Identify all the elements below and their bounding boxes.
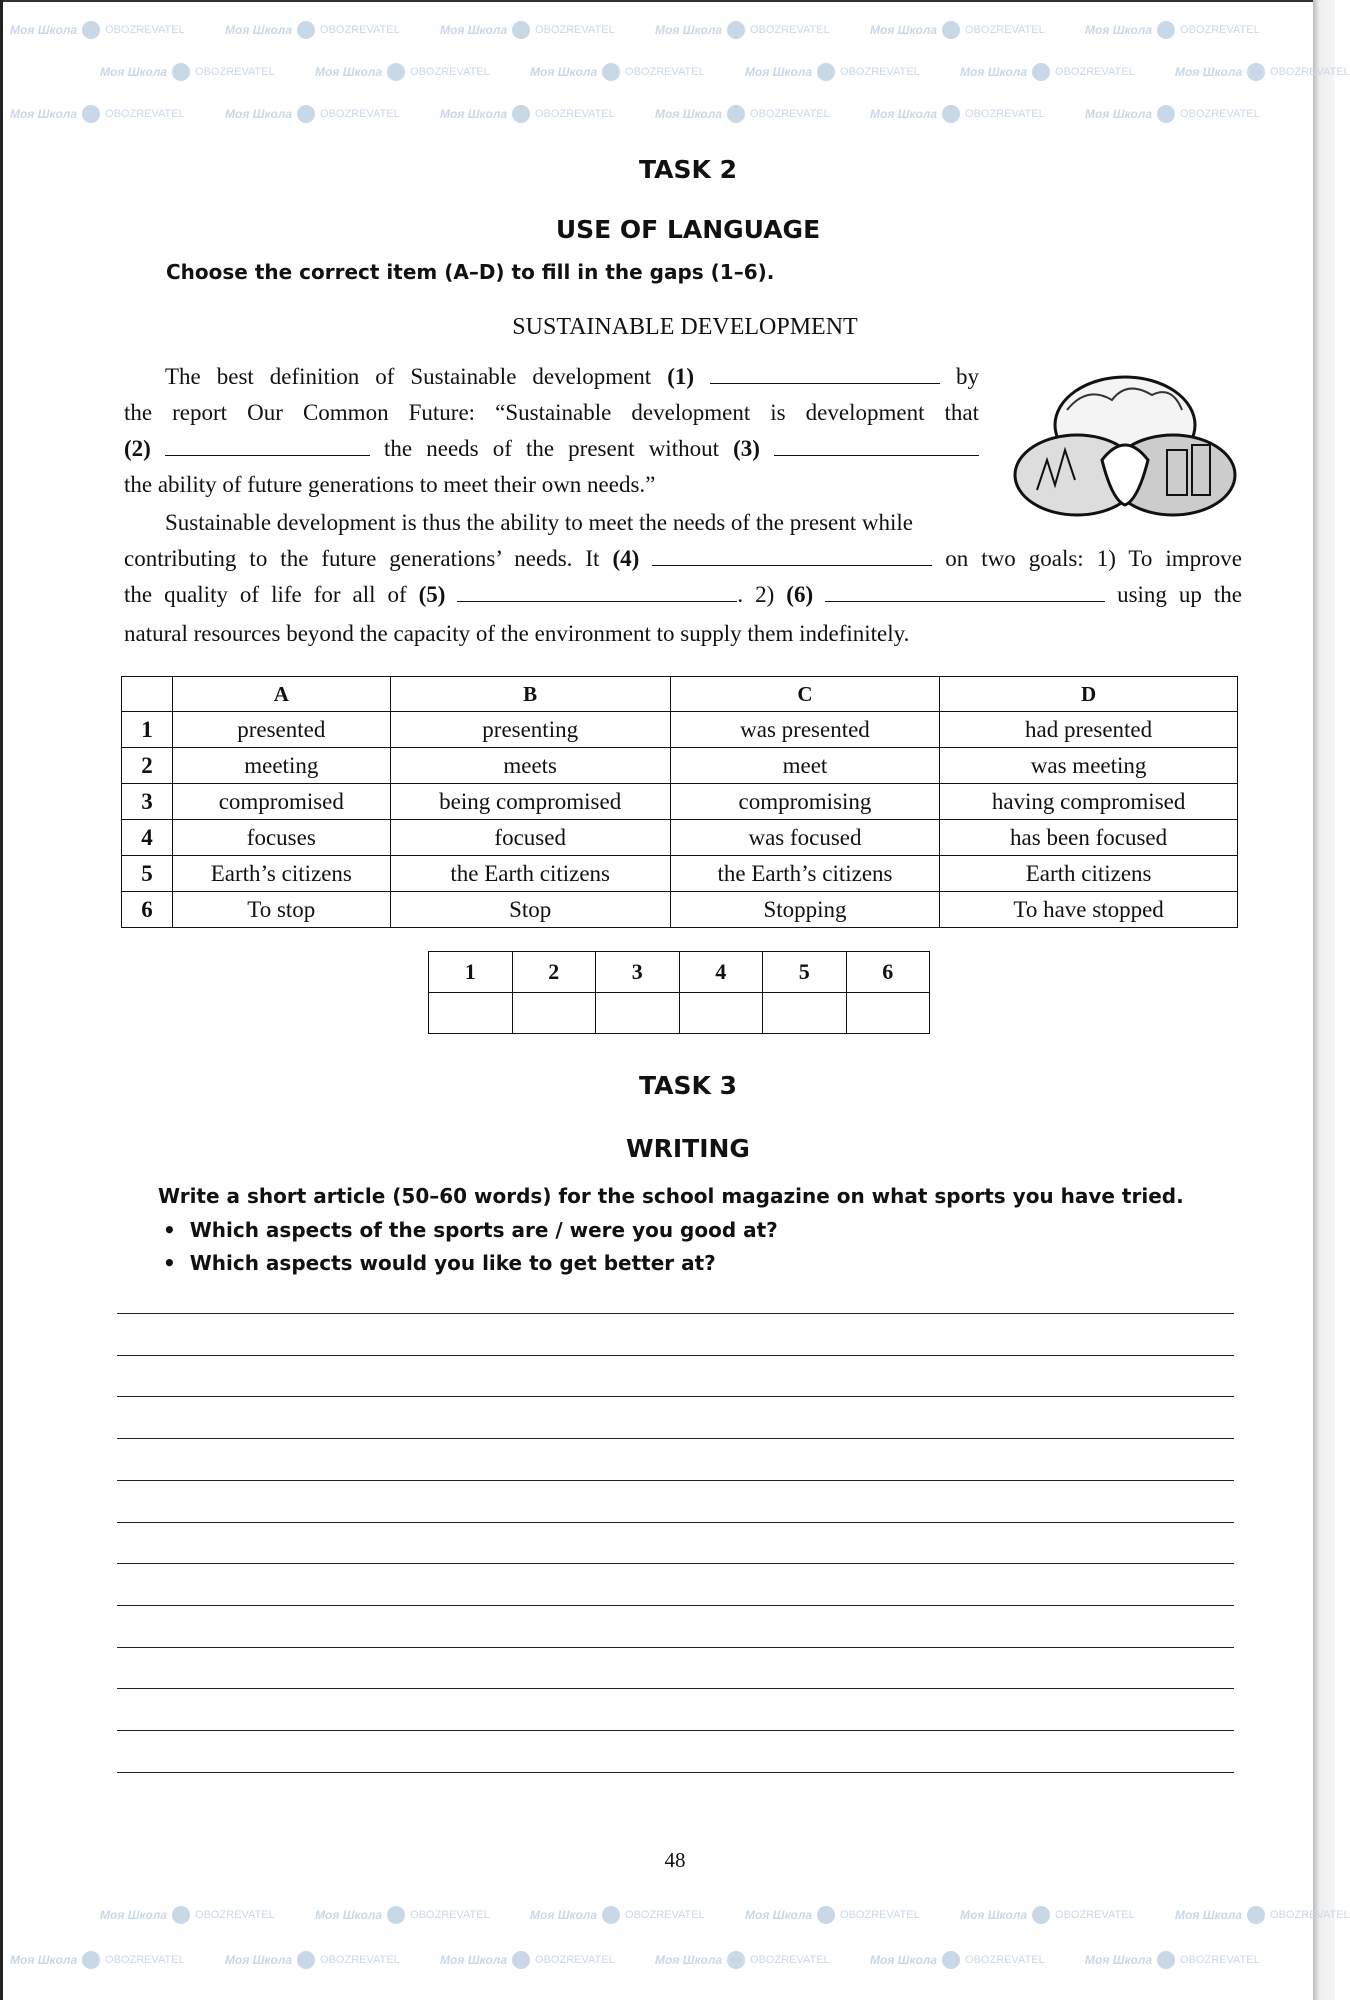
watermark: Моя Школа OBOZREVATEL [1085, 23, 1260, 37]
option-cell[interactable]: having compromised [940, 784, 1238, 820]
table-row [122, 856, 1238, 892]
passage-text: by [956, 364, 980, 389]
watermark-logo-icon [172, 1906, 190, 1924]
writing-line[interactable] [117, 1396, 1234, 1397]
answer-number: 1 [429, 952, 513, 993]
task3-title: TASK 3 [639, 1071, 737, 1100]
watermark-logo-icon [727, 105, 745, 123]
gap-label: (5) [418, 582, 446, 607]
writing-line[interactable] [117, 1730, 1234, 1731]
passage-text: Sustainable development is thus the ability to meet the needs of the present while [165, 510, 913, 535]
watermark: Моя Школа OBOZREVATEL [10, 1953, 185, 1967]
watermark-logo-icon [727, 1951, 745, 1969]
watermark: Моя Школа OBOZREVATEL [440, 1953, 615, 1967]
passage-text: natural resources beyond the capacity of the environment to supply them indefinitely. [124, 621, 910, 646]
watermark-logo-icon [82, 21, 100, 39]
column-header: D [940, 677, 1238, 712]
answer-box[interactable] [512, 993, 596, 1034]
watermark-logo-icon [817, 1906, 835, 1924]
answer-box[interactable] [846, 993, 930, 1034]
table-row [122, 820, 1238, 856]
watermark: Моя Школа OBOZREVATEL [655, 23, 830, 37]
option-cell[interactable]: Earth citizens [940, 856, 1238, 892]
watermark-logo-icon [512, 21, 530, 39]
watermark: Моя Школа OBOZREVATEL [225, 23, 400, 37]
task3-subtitle: WRITING [626, 1134, 750, 1163]
answer-number: 4 [679, 952, 763, 993]
bullet-text: Which aspects would you like to get better at? [189, 1251, 716, 1275]
option-cell[interactable]: has been focused [940, 820, 1238, 856]
watermark: Моя Школа OBOZREVATEL [1175, 65, 1350, 79]
passage-text: on two goals: 1) To improve [945, 546, 1243, 571]
watermark-logo-icon [1032, 63, 1050, 81]
gap-1-blank[interactable] [710, 363, 940, 384]
answer-grid [428, 951, 930, 1034]
passage-text: the ability of future generations to meet their own needs.” [124, 472, 656, 497]
watermark-logo-icon [727, 21, 745, 39]
column-header: B [390, 677, 670, 712]
task2-instruction: Choose the correct item (A–D) to fill in the gaps (1–6). [166, 260, 775, 284]
watermark: Моя Школа OBOZREVATEL [315, 65, 490, 79]
watermark: Моя Школа OBOZREVATEL [745, 1908, 920, 1922]
writing-line[interactable] [117, 1313, 1234, 1314]
watermark: Моя Школа OBOZREVATEL [960, 65, 1135, 79]
table-row [122, 892, 1238, 928]
watermark-logo-icon [297, 21, 315, 39]
watermark: Моя Школа OBOZREVATEL [225, 1953, 400, 1967]
page-edge-left [0, 0, 3, 2000]
answer-box[interactable] [763, 993, 847, 1034]
option-cell[interactable]: was presented [670, 712, 939, 748]
watermark: Моя Школа OBOZREVATEL [10, 23, 185, 37]
writing-line[interactable] [117, 1522, 1234, 1523]
gap-label: (4) [612, 546, 640, 571]
page-edge-top [0, 0, 1313, 2]
answer-number: 2 [512, 952, 596, 993]
gap-label: (1) [667, 364, 695, 389]
watermark: Моя Школа OBOZREVATEL [225, 107, 400, 121]
option-cell[interactable]: the Earth citizens [390, 856, 670, 892]
page-edge-right [1313, 0, 1335, 2000]
option-cell[interactable]: Stop [390, 892, 670, 928]
passage-title: SUSTAINABLE DEVELOPMENT [512, 314, 858, 340]
watermark: Моя Школа OBOZREVATEL [440, 23, 615, 37]
watermark-logo-icon [942, 21, 960, 39]
writing-line[interactable] [117, 1772, 1234, 1773]
watermark-logo-icon [172, 63, 190, 81]
watermark-logo-icon [602, 1906, 620, 1924]
watermark-logo-icon [942, 1951, 960, 1969]
options-table [121, 676, 1238, 928]
watermark: Моя Школа OBOZREVATEL [870, 23, 1045, 37]
column-header: A [173, 677, 391, 712]
sustainability-illustration [1007, 370, 1243, 525]
option-cell[interactable]: Stopping [670, 892, 939, 928]
row-number: 2 [122, 748, 173, 784]
option-cell[interactable]: presenting [390, 712, 670, 748]
option-cell[interactable]: To have stopped [940, 892, 1238, 928]
watermark-logo-icon [1032, 1906, 1050, 1924]
watermark: Моя Школа OBOZREVATEL [1085, 107, 1260, 121]
bullet-2: • Which aspects would you like to get better at? [163, 1251, 716, 1275]
watermark: Моя Школа OBOZREVATEL [1175, 1908, 1350, 1922]
option-cell[interactable]: being compromised [390, 784, 670, 820]
writing-line[interactable] [117, 1480, 1234, 1481]
watermark-logo-icon [1157, 105, 1175, 123]
table-row [122, 748, 1238, 784]
watermark-logo-icon [602, 63, 620, 81]
task2-title: TASK 2 [639, 155, 737, 184]
row-number: 4 [122, 820, 173, 856]
writing-line[interactable] [117, 1688, 1234, 1689]
gap-label: (2) [124, 436, 151, 461]
watermark-logo-icon [1247, 1906, 1265, 1924]
gap-4-blank[interactable] [652, 545, 932, 566]
option-cell[interactable]: compromising [670, 784, 939, 820]
gap-label: (3) [733, 436, 760, 461]
column-header [122, 677, 173, 712]
option-cell[interactable]: focused [390, 820, 670, 856]
watermark: Моя Школа OBOZREVATEL [100, 1908, 275, 1922]
watermark: Моя Школа OBOZREVATEL [530, 65, 705, 79]
watermark: Моя Школа OBOZREVATEL [1085, 1953, 1260, 1967]
watermark-logo-icon [817, 63, 835, 81]
option-cell[interactable]: focuses [173, 820, 391, 856]
row-number: 3 [122, 784, 173, 820]
option-cell[interactable]: To stop [173, 892, 391, 928]
answer-box[interactable] [679, 993, 763, 1034]
watermark: Моя Школа OBOZREVATEL [315, 1908, 490, 1922]
row-number: 6 [122, 892, 173, 928]
watermark-logo-icon [82, 105, 100, 123]
option-cell[interactable]: compromised [173, 784, 391, 820]
option-cell[interactable]: presented [173, 712, 391, 748]
row-number: 5 [122, 856, 173, 892]
task3-instruction: Write a short article (50–60 words) for the school magazine on what sports you have tried. [158, 1184, 1184, 1208]
watermark-logo-icon [1247, 63, 1265, 81]
task2-subtitle: USE OF LANGUAGE [555, 215, 821, 244]
table-row [122, 712, 1238, 748]
passage-text: contributing to the future generations’ needs. It [124, 546, 600, 571]
watermark-logo-icon [297, 1951, 315, 1969]
answer-box[interactable] [596, 993, 680, 1034]
passage-text: The best definition of Sustainable development [165, 364, 652, 389]
option-cell[interactable]: Earth’s citizens [173, 856, 391, 892]
passage-text: the quality of life for all of [124, 582, 407, 607]
watermark: Моя Школа OBOZREVATEL [655, 107, 830, 121]
column-header: C [670, 677, 939, 712]
answer-number: 6 [846, 952, 930, 993]
watermark: Моя Школа OBOZREVATEL [870, 1953, 1045, 1967]
row-number: 1 [122, 712, 173, 748]
watermark-logo-icon [512, 1951, 530, 1969]
watermark-logo-icon [942, 105, 960, 123]
writing-line[interactable] [117, 1438, 1234, 1439]
passage-text: using up the [1117, 582, 1242, 607]
watermark: Моя Школа OBOZREVATEL [100, 65, 275, 79]
watermark: Моя Школа OBOZREVATEL [960, 1908, 1135, 1922]
watermark-logo-icon [1157, 21, 1175, 39]
table-row [122, 784, 1238, 820]
watermark: Моя Школа OBOZREVATEL [655, 1953, 830, 1967]
option-cell[interactable]: had presented [940, 712, 1238, 748]
option-cell[interactable]: meet [670, 748, 939, 784]
answer-box[interactable] [429, 993, 513, 1034]
watermark: Моя Школа OBOZREVATEL [440, 107, 615, 121]
watermark: Моя Школа OBOZREVATEL [870, 107, 1045, 121]
page-number: 48 [664, 1848, 686, 1872]
watermark-logo-icon [387, 1906, 405, 1924]
writing-line[interactable] [117, 1563, 1234, 1564]
option-cell[interactable]: the Earth’s citizens [670, 856, 939, 892]
option-cell[interactable]: meeting [173, 748, 391, 784]
gap-2-blank[interactable] [165, 435, 370, 456]
gap-6-blank[interactable] [825, 581, 1105, 602]
watermark: Моя Школа OBOZREVATEL [530, 1908, 705, 1922]
writing-line[interactable] [117, 1647, 1234, 1648]
passage-text: the needs of the present without [384, 436, 719, 461]
option-cell[interactable]: meets [390, 748, 670, 784]
gap-5-blank[interactable] [457, 581, 737, 602]
watermark-logo-icon [512, 105, 530, 123]
bullet-1: • Which aspects of the sports are / were you good at? [163, 1218, 778, 1242]
passage-text: . 2) [737, 582, 775, 607]
watermark: Моя Школа OBOZREVATEL [10, 107, 185, 121]
writing-line[interactable] [117, 1605, 1234, 1606]
option-cell[interactable]: was meeting [940, 748, 1238, 784]
gap-label: (6) [786, 582, 814, 607]
watermark: Моя Школа OBOZREVATEL [745, 65, 920, 79]
answer-number: 5 [763, 952, 847, 993]
watermark-logo-icon [1157, 1951, 1175, 1969]
passage-text: the report Our Common Future: “Sustainable development is development that [124, 400, 979, 425]
bullet-text: Which aspects of the sports are / were you good at? [189, 1218, 778, 1242]
answer-number: 3 [596, 952, 680, 993]
writing-line[interactable] [117, 1355, 1234, 1356]
option-cell[interactable]: was focused [670, 820, 939, 856]
watermark-logo-icon [387, 63, 405, 81]
watermark-logo-icon [82, 1951, 100, 1969]
watermark-logo-icon [297, 105, 315, 123]
gap-3-blank[interactable] [774, 435, 979, 456]
